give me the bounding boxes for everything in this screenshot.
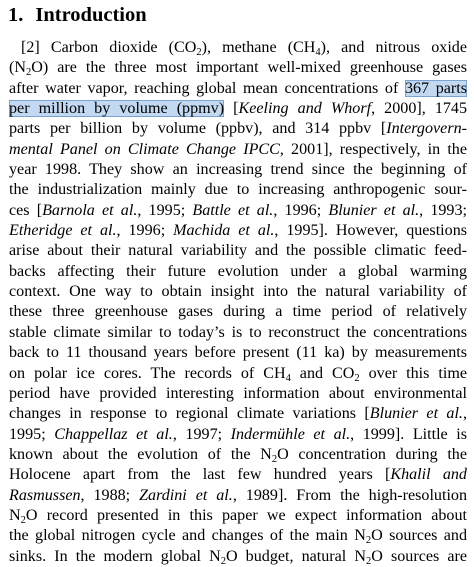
paragraph-line xyxy=(9,445,467,465)
highlighted-text: per million by volume (ppmv) xyxy=(9,100,225,118)
text-run: and CO xyxy=(290,364,355,382)
text-run: Carbon dioxide (CO xyxy=(39,39,197,56)
text-run: O sources are xyxy=(371,547,467,565)
subscript: 2 xyxy=(366,555,372,567)
subscript: 2 xyxy=(220,555,226,567)
text-run: O budget, natural N xyxy=(225,547,367,565)
paragraph-line xyxy=(9,384,467,404)
text-run: , 1988; xyxy=(80,486,140,504)
text-run: , 1996; xyxy=(116,222,174,240)
text-run: , 1989]. From the high-resolution xyxy=(232,486,467,504)
section-heading xyxy=(8,2,147,28)
subscript: 2 xyxy=(354,372,360,384)
paragraph-line xyxy=(9,425,467,445)
text-run: the industrialization mainly due to increasing anthropogenic sour- xyxy=(9,181,467,199)
text-run: O sources and xyxy=(371,527,467,545)
introduction-paragraph xyxy=(9,38,467,567)
citation-text: Machida et al. xyxy=(173,222,275,240)
text-run: O) are the three most important well-mixed greenhouse gases xyxy=(31,59,467,77)
paragraph-line xyxy=(9,119,467,139)
text-run: [ xyxy=(224,100,239,118)
text-run: O record presented in this paper we expect information about xyxy=(25,506,467,524)
paragraph-line xyxy=(9,404,467,424)
text-run: stable climate similar to today’s is to reconstruct the concentrations xyxy=(9,323,467,341)
citation-text: Battle et al. xyxy=(192,201,274,219)
citation-text: Intergovern- xyxy=(386,120,467,138)
section-title: Introduction xyxy=(35,4,147,26)
text-run: year 1998. They show an increasing trend since the beginning of xyxy=(9,161,467,179)
citation-text: mental Panel on Climate Change IPCC xyxy=(9,140,280,158)
highlighted-text: 367 parts xyxy=(404,79,467,97)
text-run: context. One way to obtain insight into the natural variability of xyxy=(9,283,467,301)
paragraph-line xyxy=(9,38,467,58)
paragraph-line xyxy=(9,201,467,221)
subscript: 2 xyxy=(365,535,372,547)
paragraph-line xyxy=(9,241,467,261)
subscript: 4 xyxy=(285,372,291,384)
text-run: , 1997; xyxy=(172,425,231,443)
text-run: backs affecting their future evolution under a global warming xyxy=(9,262,467,280)
citation-text: Keeling and Whorf xyxy=(238,100,372,118)
text-run: , 1999]. Little is xyxy=(350,425,467,443)
citation-text: Blunier et al. xyxy=(369,405,463,423)
citation-text: Barnola et al. xyxy=(42,201,138,219)
text-run: , 1996; xyxy=(273,201,329,219)
citation-text: Khalil and xyxy=(390,466,467,484)
text-run: N xyxy=(9,506,21,524)
paragraph-line xyxy=(9,486,467,506)
text-run: after water vapor, reaching global mean concentrations of xyxy=(9,79,405,97)
text-run: the global nitrogen cycle and changes of the main N xyxy=(9,527,366,545)
text-run: (N xyxy=(9,59,26,77)
text-run: period have provided interesting information about environmental xyxy=(9,384,467,402)
paragraph-line xyxy=(9,140,467,160)
section-number: 1. xyxy=(8,4,24,26)
citation-text: Etheridge et al. xyxy=(9,222,117,240)
paragraph-line xyxy=(9,79,467,99)
paragraph-line xyxy=(9,221,467,241)
text-run: back to 11 thousand years before present (11 ka) by measurements xyxy=(9,344,467,362)
text-run: , 1993; xyxy=(419,201,467,219)
paragraph-line xyxy=(9,302,467,322)
paragraph-line xyxy=(9,262,467,282)
paragraph-line xyxy=(9,506,467,526)
paragraph-line xyxy=(9,180,467,200)
paragraph-line xyxy=(9,323,467,343)
paragraph-line xyxy=(9,547,467,567)
subscript: 2 xyxy=(25,67,32,79)
text-run: 1995; xyxy=(9,425,55,443)
text-run: , 2001], respectively, in the xyxy=(279,140,467,158)
subscript: 4 xyxy=(315,47,321,58)
line-text xyxy=(40,39,467,56)
text-run: , 1995]. However, questions xyxy=(274,222,467,240)
text-run: sinks. In the modern global N xyxy=(9,547,221,565)
text-run: ces [ xyxy=(9,201,43,219)
text-run: known about the evolution of the N xyxy=(9,445,272,463)
paragraph-line xyxy=(9,160,467,180)
paragraph-line xyxy=(9,343,467,363)
paragraph-line xyxy=(9,58,467,78)
paragraph-line xyxy=(9,526,467,546)
paragraph-line xyxy=(9,364,467,384)
text-run: O concentration during the xyxy=(277,445,467,463)
subscript: 2 xyxy=(20,514,26,526)
paragraph-number: [2] xyxy=(21,39,40,56)
text-run: , 2000], 1745 xyxy=(371,100,467,118)
paragraph-line xyxy=(9,465,467,485)
subscript: 2 xyxy=(196,47,202,58)
citation-text: Blunier et al. xyxy=(328,201,420,219)
text-run: arise about their natural variability and the possible climatic feed- xyxy=(9,242,467,260)
paragraph-line xyxy=(9,282,467,302)
text-run: ), and nitrous oxide xyxy=(320,39,467,56)
citation-text: Zardini et al. xyxy=(139,486,233,504)
citation-text: Indermühle et al. xyxy=(230,425,351,443)
text-run: ), methane (CH xyxy=(201,39,316,56)
text-run: on polar ice cores. The records of CH xyxy=(9,364,286,382)
text-run: over this time xyxy=(359,364,467,382)
text-run: , xyxy=(462,405,467,423)
text-run: changes in response to regional climate variations [ xyxy=(9,405,370,423)
paragraph-line xyxy=(9,99,467,119)
subscript: 2 xyxy=(271,453,278,465)
text-run: , 1995; xyxy=(137,201,193,219)
citation-text: Rasmussen xyxy=(9,486,81,504)
text-run: parts per billion by volume (ppbv), and 314 ppbv [ xyxy=(9,120,387,138)
citation-text: Chappellaz et al. xyxy=(54,425,173,443)
text-run: Holocene apart from the last few hundred years [ xyxy=(9,466,391,484)
text-run: these three greenhouse gases during a time period of relatively xyxy=(9,303,467,321)
